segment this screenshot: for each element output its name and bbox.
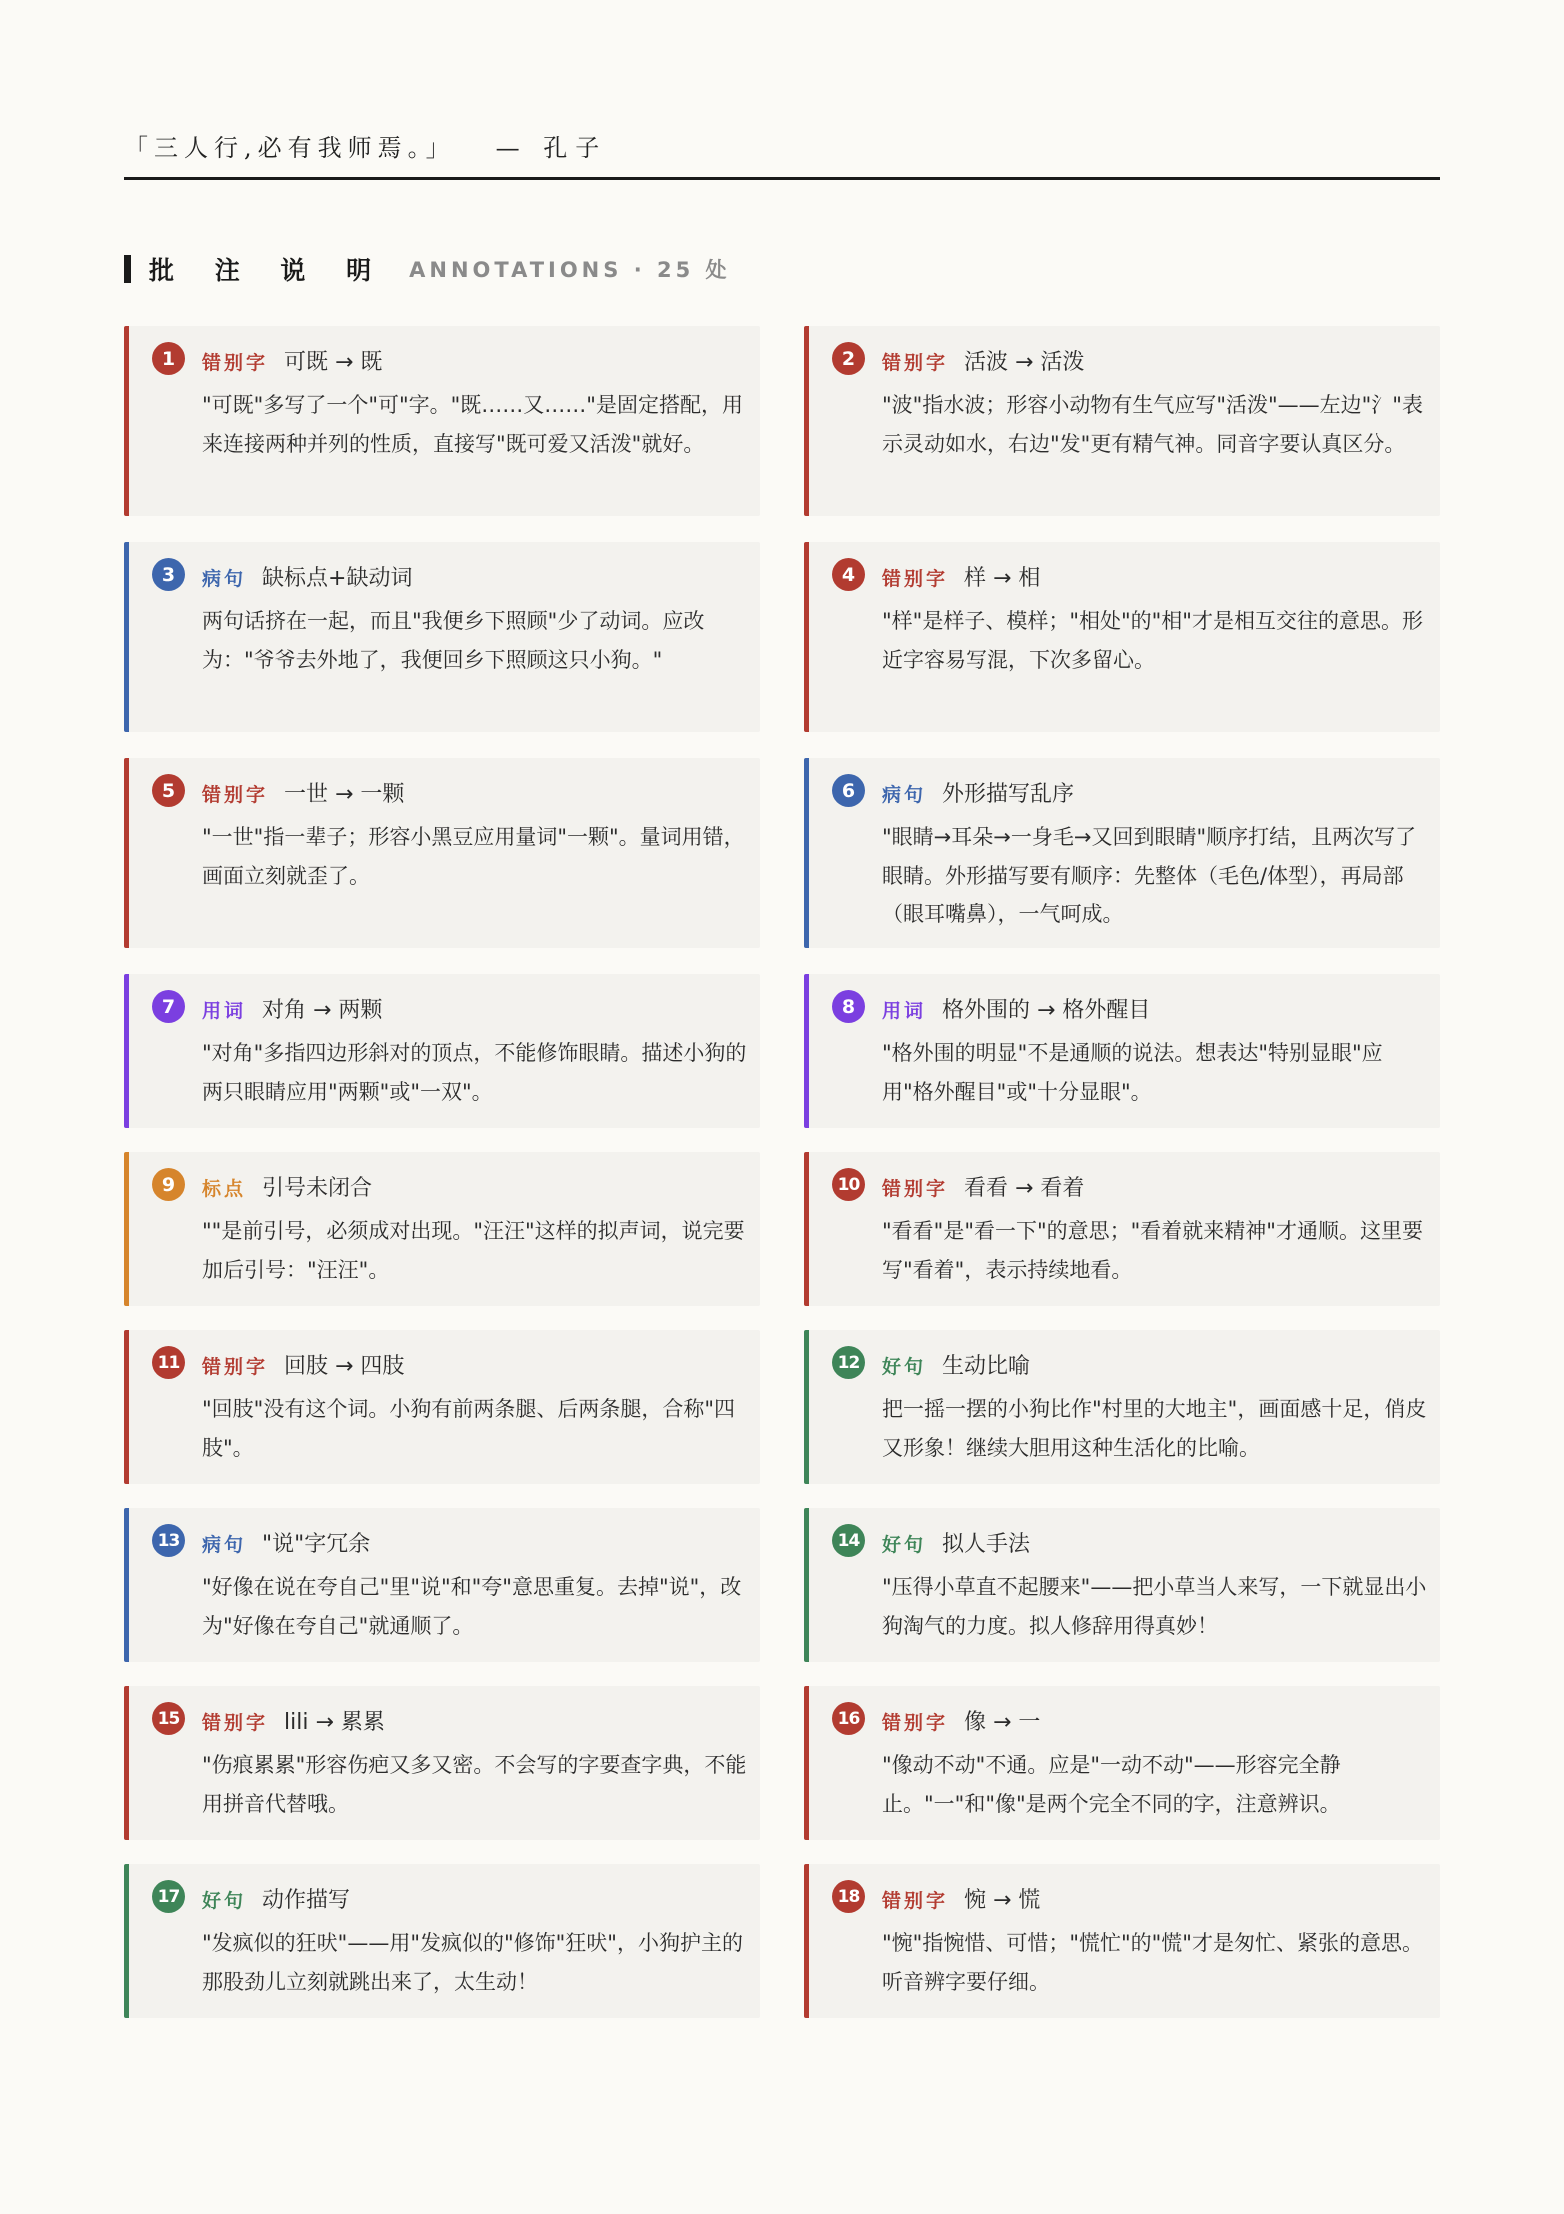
annotation-subject: 生动比喻 (942, 1354, 1031, 1379)
annotation-number: 12 (832, 1346, 865, 1379)
section-subtitle: ANNOTATIONS · 25 处 (409, 258, 731, 282)
annotation-card (804, 1508, 1440, 1662)
annotation-text: "压得小草直不起腰来"——把小草当人来写，一下就显出小狗淘气的力度。拟人修辞用得真妙！ (882, 1575, 1427, 1638)
annotation-text: "样"是样子、模样；"相处"的"相"才是相互交往的意思。形近字容易写混，下次多留心。 (882, 609, 1423, 672)
annotation-card (124, 542, 760, 732)
annotation-text: "可既"多写了一个"可"字。"既……又……"是固定搭配，用来连接两种并列的性质，直接写"既可爱又活泼"就好。 (202, 393, 743, 456)
annotation-subject: 动作描写 (262, 1888, 351, 1913)
annotation-subject: 可既 → 既 (284, 350, 383, 375)
annotation-subject: 格外围的 → 格外醒目 (942, 998, 1151, 1023)
annotation-card (804, 542, 1440, 732)
quote-author: — 孔子 (495, 134, 608, 162)
annotation-tag: 错别字 (202, 1356, 269, 1378)
annotation-tag: 好句 (202, 1890, 247, 1912)
annotation-subject: "说"字冗余 (262, 1532, 371, 1557)
annotation-text: "好像在说在夸自己"里"说"和"夸"意思重复。去掉"说"，改为"好像在夸自己"就通顺了。 (202, 1575, 742, 1638)
annotation-text: "格外围的明显"不是通顺的说法。想表达"特别显眼"应用"格外醒目"或"十分显眼"。 (882, 1041, 1383, 1104)
annotation-card (124, 326, 760, 516)
annotation-subject: 活波 → 活泼 (964, 350, 1085, 375)
annotation-number: 15 (152, 1702, 185, 1735)
annotation-card (124, 1508, 760, 1662)
annotation-tag: 错别字 (882, 352, 949, 374)
annotation-subject: 引号未闭合 (262, 1176, 373, 1201)
annotation-text: ""是前引号，必须成对出现。"汪汪"这样的拟声词，说完要加后引号："汪汪"。 (202, 1219, 745, 1282)
annotation-number: 13 (152, 1524, 185, 1557)
annotation-number: 18 (832, 1880, 865, 1913)
annotation-card (124, 974, 760, 1128)
annotation-subject: 缺标点+缺动词 (262, 566, 413, 591)
annotation-tag: 好句 (882, 1356, 927, 1378)
quote-text: 「三人行,必有我师焉。」 (124, 134, 456, 162)
annotation-number: 2 (832, 342, 865, 375)
annotation-tag: 错别字 (882, 1890, 949, 1912)
annotation-number: 16 (832, 1702, 865, 1735)
annotation-subject: 一世 → 一颗 (284, 782, 405, 807)
section-marker (124, 255, 131, 283)
annotation-subject: 拟人手法 (942, 1532, 1031, 1557)
annotation-tag: 好句 (882, 1534, 927, 1556)
annotation-subject: 看看 → 看着 (964, 1176, 1085, 1201)
annotation-card (124, 1152, 760, 1306)
annotation-number: 7 (152, 990, 185, 1023)
annotation-number: 6 (832, 774, 865, 807)
annotation-number: 4 (832, 558, 865, 591)
annotation-number: 3 (152, 558, 185, 591)
annotation-number: 8 (832, 990, 865, 1023)
annotation-number: 14 (832, 1524, 865, 1557)
annotation-number: 11 (152, 1346, 185, 1379)
annotation-card (124, 1330, 760, 1484)
annotation-number: 10 (832, 1168, 865, 1201)
annotation-text: "回肢"没有这个词。小狗有前两条腿、后两条腿，合称"四肢"。 (202, 1397, 735, 1460)
page-header (124, 118, 1440, 180)
annotation-tag: 错别字 (882, 1712, 949, 1734)
annotation-card (804, 1686, 1440, 1840)
annotation-subject: 像 → 一 (964, 1710, 1041, 1735)
annotation-text: "波"指水波；形容小动物有生气应写"活泼"——左边"氵"表示灵动如水，右边"发"更有精气神。同音字要认真区分。 (882, 393, 1423, 456)
annotation-tag: 错别字 (202, 352, 269, 374)
annotation-text: 把一摇一摆的小狗比作"村里的大地主"，画面感十足，俏皮又形象！继续大胆用这种生活化的比喻。 (882, 1397, 1427, 1460)
annotation-text: "对角"多指四边形斜对的顶点，不能修饰眼睛。描述小狗的两只眼睛应用"两颗"或"一双"。 (202, 1041, 747, 1104)
annotation-tag: 标点 (202, 1178, 247, 1200)
annotation-text: "惋"指惋惜、可惜；"慌忙"的"慌"才是匆忙、紧张的意思。听音辨字要仔细。 (882, 1931, 1423, 1994)
annotation-tag: 错别字 (882, 1178, 949, 1200)
annotation-text: "眼睛→耳朵→一身毛→又回到眼睛"顺序打结，且两次写了眼睛。外形描写要有顺序：先整体（毛色/体型），再局部（眼耳嘴鼻），一气呵成。 (882, 825, 1417, 926)
annotation-subject: 对角 → 两颗 (262, 998, 383, 1023)
annotation-subject: lili → 累累 (284, 1710, 385, 1735)
annotation-text: 两句话挤在一起，而且"我便乡下照顾"少了动词。应改为："爷爷去外地了，我便回乡下照顾这只小狗。" (202, 609, 705, 672)
annotation-text: "一世"指一辈子；形容小黑豆应用量词"一颗"。量词用错，画面立刻就歪了。 (202, 825, 745, 888)
annotation-subject: 回肢 → 四肢 (284, 1354, 405, 1379)
section-title: 批 注 说 明 (149, 256, 388, 285)
annotation-tag: 病句 (882, 784, 927, 806)
annotation-tag: 错别字 (202, 784, 269, 806)
annotation-number: 17 (152, 1880, 185, 1913)
annotation-card (804, 326, 1440, 516)
annotation-tag: 错别字 (882, 568, 949, 590)
annotation-tag: 病句 (202, 568, 247, 590)
annotation-tag: 用词 (202, 1000, 247, 1022)
annotation-subject: 外形描写乱序 (942, 782, 1075, 807)
annotation-card (804, 758, 1440, 948)
annotation-text: "伤痕累累"形容伤疤又多又密。不会写的字要查字典，不能用拼音代替哦。 (202, 1753, 747, 1816)
annotation-card (804, 1864, 1440, 2018)
annotation-card (124, 758, 760, 948)
annotation-text: "像动不动"不通。应是"一动不动"——形容完全静止。"一"和"像"是两个完全不同的字，注意辨识。 (882, 1753, 1341, 1816)
annotation-tag: 错别字 (202, 1712, 269, 1734)
annotation-card (804, 1152, 1440, 1306)
annotation-tag: 病句 (202, 1534, 247, 1556)
annotation-tag: 用词 (882, 1000, 927, 1022)
annotation-number: 5 (152, 774, 185, 807)
annotation-card (124, 1864, 760, 2018)
annotation-card (124, 1686, 760, 1840)
section-heading (124, 254, 731, 284)
annotation-number: 1 (152, 342, 185, 375)
annotation-card (804, 1330, 1440, 1484)
annotation-subject: 惋 → 慌 (964, 1888, 1041, 1913)
annotation-subject: 样 → 相 (964, 566, 1041, 591)
annotation-text: "发疯似的狂吠"——用"发疯似的"修饰"狂吠"，小狗护主的那股劲儿立刻就跳出来了，太生动！ (202, 1931, 743, 1994)
annotation-text: "看看"是"看一下"的意思；"看着就来精神"才通顺。这里要写"看着"，表示持续地看。 (882, 1219, 1423, 1282)
annotation-number: 9 (152, 1168, 185, 1201)
annotation-card (804, 974, 1440, 1128)
